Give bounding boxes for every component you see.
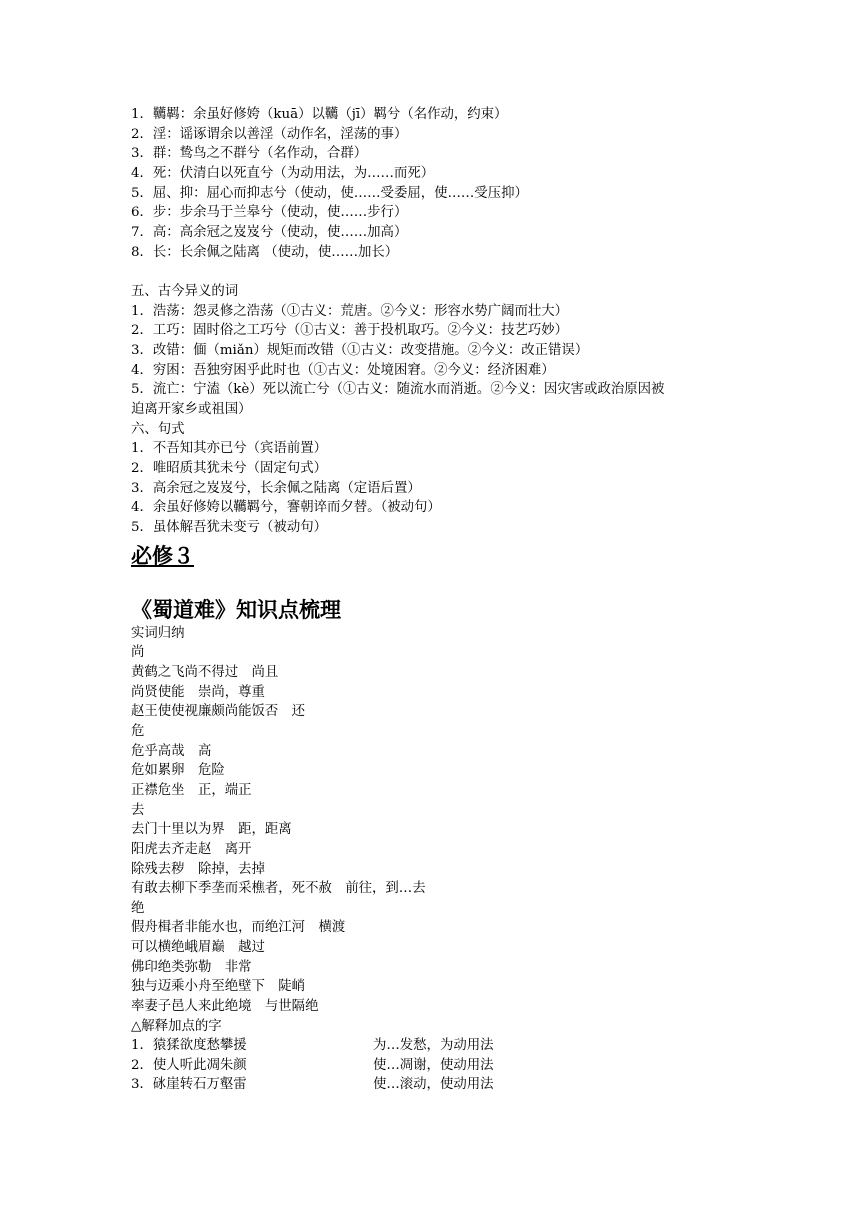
word-heading: 绝 xyxy=(131,901,145,916)
explain-meaning: 使…凋谢，使动用法 xyxy=(373,1058,494,1073)
explain-meaning: 为…发愁，为动用法 xyxy=(373,1038,494,1053)
section-title: 《蜀道难》知识点梳理 xyxy=(131,598,341,622)
subheading: 实词归纳 xyxy=(131,626,185,641)
example-line: 佛印绝类弥勒 非常 xyxy=(131,960,252,975)
list-item: 8．长：长余佩之陆离 （使动，使……加长） xyxy=(131,245,399,260)
example-line: 危乎高哉 高 xyxy=(131,744,212,759)
explain-row xyxy=(131,1075,494,1095)
example-line: 黄鹤之飞尚不得过 尚且 xyxy=(131,665,279,680)
list-item: 1．韉羁：余虽好修姱（kuā）以韉（jī）羁兮（名作动，约束） xyxy=(131,107,508,122)
list-item: 2．唯昭质其犹未兮（固定句式） xyxy=(131,461,327,476)
list-item: 4．死：伏清白以死直兮（为动用法，为……而死） xyxy=(131,166,435,181)
example-line: 正襟危坐 正，端正 xyxy=(131,783,252,798)
list-item: 5．屈、抑：屈心而抑志兮（使动，使……受委屈，使……受压抑） xyxy=(131,186,528,201)
example-line: 率妻子邑人来此绝境 与世隔绝 xyxy=(131,999,319,1014)
list-item: 5．虽体解吾犹未变亏（被动句） xyxy=(131,520,327,535)
explain-meaning: 使…滚动，使动用法 xyxy=(373,1077,494,1092)
list-item: 4．余虽好修姱以韉羁兮，謇朝谇而夕替。（被动句） xyxy=(131,500,441,515)
section-heading: 六、句式 xyxy=(131,422,185,437)
example-line: 尚贤使能 崇尚，尊重 xyxy=(131,685,265,700)
section-heading: 五、古今异义的词 xyxy=(131,284,239,299)
word-heading: 去 xyxy=(131,803,145,818)
list-item: 6．步：步余马于兰皋兮（使动，使……步行） xyxy=(131,205,408,220)
subheading: △解释加点的字 xyxy=(131,1019,222,1034)
list-item: 2．工巧：固时俗之工巧兮（①古义：善于投机取巧。②今义：技艺巧妙） xyxy=(131,323,569,338)
list-item: 3．高余冠之岌岌兮，长余佩之陆离（定语后置） xyxy=(131,481,421,496)
list-item: 4．穷困：吾独穷困乎此时也（①古义：处境困窘。②今义：经济困难） xyxy=(131,363,555,378)
example-line: 有敢去柳下季垄而采樵者，死不赦 前往，到…去 xyxy=(131,881,426,896)
list-item: 3．群：鸷鸟之不群兮（名作动，合群） xyxy=(131,146,368,161)
list-item: 1．不吾知其亦已兮（宾语前置） xyxy=(131,441,327,456)
list-item-continuation: 迫离开家乡或祖国） xyxy=(131,402,252,417)
explain-row xyxy=(131,1056,494,1076)
list-item: 3．改错：偭（miǎn）规矩而改错（①古义：改变措施。②今义：改正错误） xyxy=(131,343,589,358)
explain-sentence: 1．猿猱欲度愁攀援 xyxy=(131,1038,247,1053)
example-line: 去门十里以为界 距，距离 xyxy=(131,822,292,837)
list-item: 2．淫：谣诼谓余以善淫（动作名，淫荡的事） xyxy=(131,127,408,142)
example-line: 假舟楫者非能水也，而绝江河 横渡 xyxy=(131,920,346,935)
example-line: 危如累卵 危险 xyxy=(131,763,225,778)
list-item: 5．流亡：宁溘（kè）死以流亡兮（①古义：随流水而消逝。②今义：因灾害或政治原因被 xyxy=(131,382,665,397)
example-line: 可以横绝峨眉巅 越过 xyxy=(131,940,265,955)
explain-sentence: 3．砯崖转石万壑雷 xyxy=(131,1077,247,1092)
explain-row xyxy=(131,1036,494,1056)
example-line: 独与迈乘小舟至绝壁下 陡峭 xyxy=(131,979,306,994)
page-title: 必修３ xyxy=(131,544,194,568)
example-line: 阳虎去齐走赵 离开 xyxy=(131,842,252,857)
explain-sentence: 2．使人听此凋朱颜 xyxy=(131,1058,247,1073)
word-heading: 尚 xyxy=(131,645,145,660)
list-item: 7．高：高余冠之岌岌兮（使动，使……加高） xyxy=(131,225,408,240)
example-line: 赵王使使视廉颇尚能饭否 还 xyxy=(131,704,306,719)
example-line: 除残去秽 除掉，去掉 xyxy=(131,862,265,877)
word-heading: 危 xyxy=(131,724,145,739)
list-item: 1．浩荡：怨灵修之浩荡（①古义：荒唐。②今义：形容水势广阔而壮大） xyxy=(131,304,569,319)
